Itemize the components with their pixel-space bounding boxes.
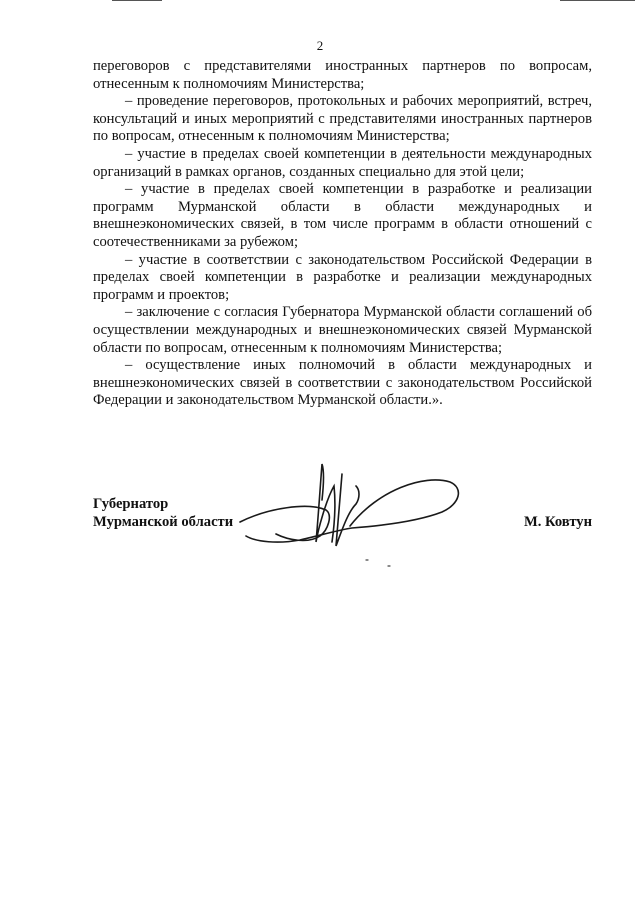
paragraph-item: – участие в пределах своей компетенции в разработке и реализации программ Мурманской области в области международных и внешнеэкономических связей, в том числе программ в области отношений с соотечественниками за рубежом; [93,181,592,250]
top-rule-right [560,0,635,1]
paragraph-item: – заключение с согласия Губернатора Мурманской области соглашений об осуществлении международных и внешнеэкономических связей Мурманской области по вопросам, отнесенным к полномочиям Министерства; [93,304,592,356]
paragraph-item: – проведение переговоров, протокольных и рабочих мероприятий, встреч, консультаций и иных мероприятий с представителями иностранных партнеров по вопросам, отнесенным к полномочиям Министерства; [93,93,592,145]
paragraph-item: – участие в соответствии с законодательством Российской Федерации в пределах своей компетенции в разработке и реализации международных программ и проектов; [93,251,592,303]
handwritten-signature [238,460,468,575]
top-rule-left [112,0,162,1]
paragraph-item: – осуществление иных полномочий в области международных и внешнеэкономических связей в соответствии с законодательством Российской Федерации и законодательством Мурманской области.». [93,357,592,409]
signatory-title-line1: Губернатор [93,496,169,512]
signatory-title-line2: Мурманской области [93,514,234,530]
paragraph-item: – участие в пределах своей компетенции в деятельности международных организаций в рамках органов, созданных специально для этой цели; [93,145,592,180]
signatory-name: М. Ковтун [523,514,592,530]
document-body [93,58,592,410]
page-number: 2 [316,38,324,53]
paragraph-continuation: переговоров с представителями иностранных партнеров по вопросам, отнесенным к полномочиям Министерства; [93,58,592,92]
